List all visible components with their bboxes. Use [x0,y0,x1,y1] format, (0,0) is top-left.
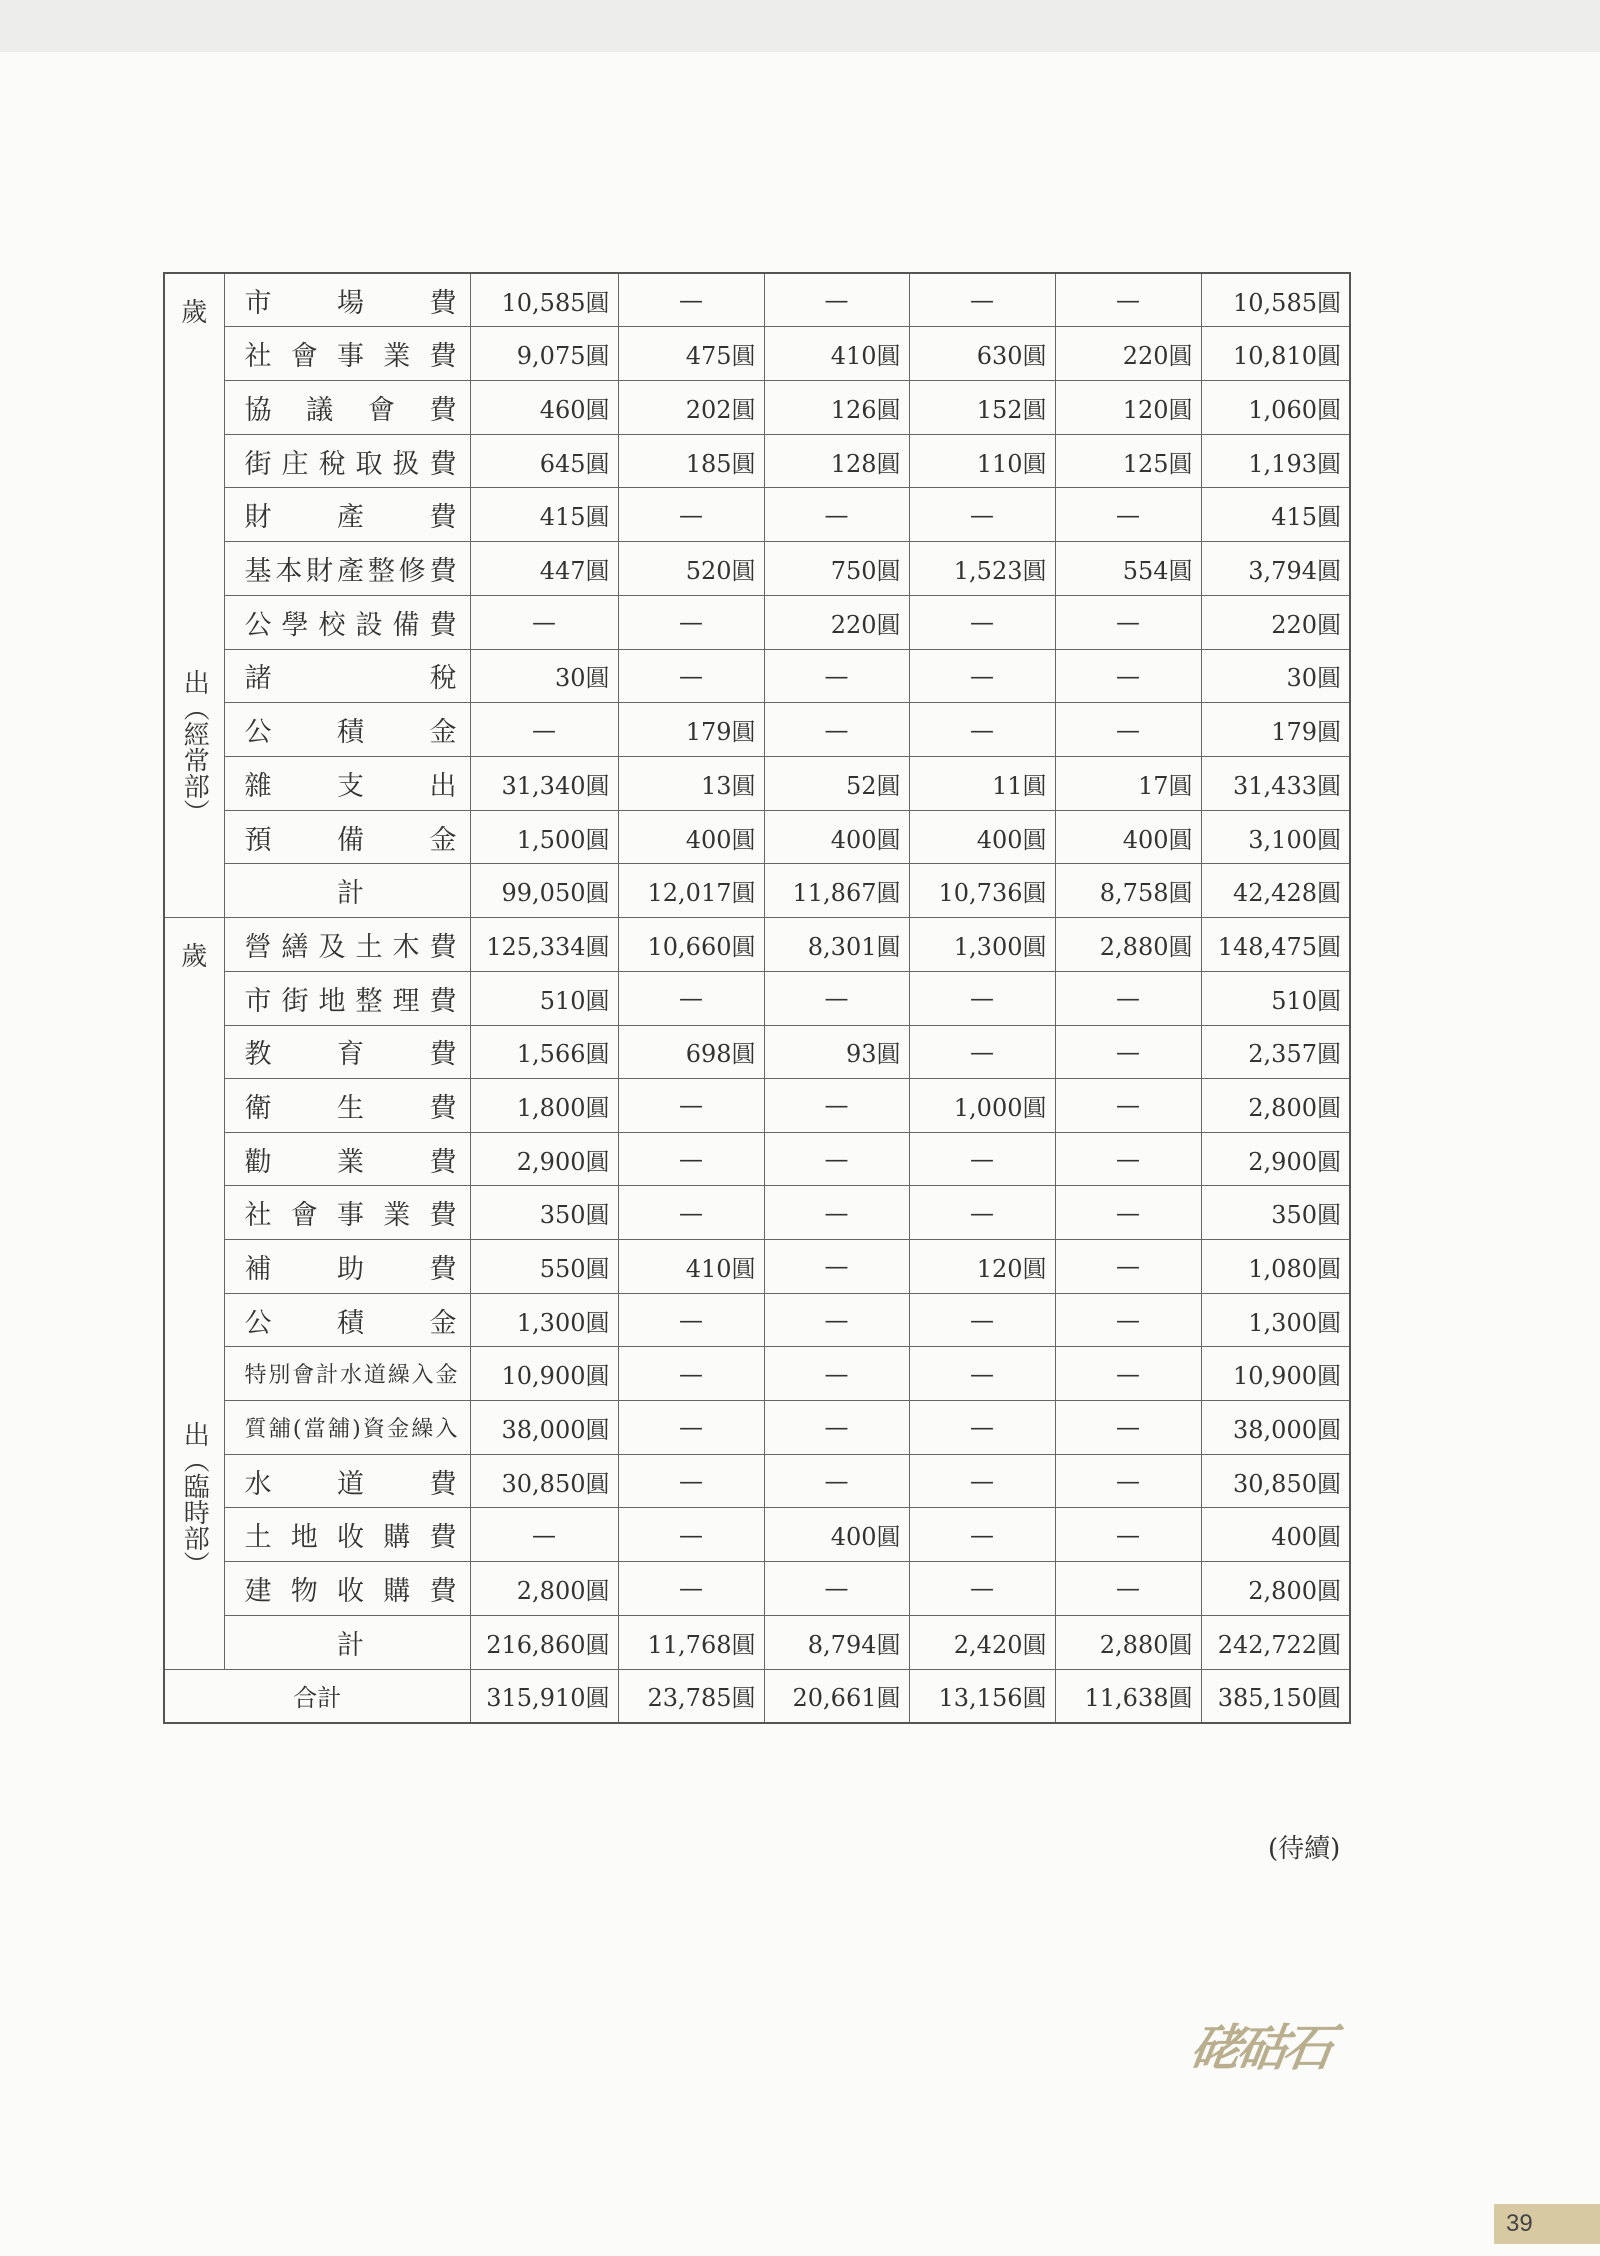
amount-cell: 400圓 [764,810,909,864]
amount-cell: 10,660圓 [618,918,764,972]
amount-cell: — [618,595,764,649]
amount-cell: 1,500圓 [470,810,618,864]
amount-cell: — [909,1401,1055,1455]
amount-cell: 2,900圓 [470,1132,618,1186]
budget-table [163,272,1351,1724]
amount-cell: — [1055,971,1201,1025]
item-name-cell [224,434,470,488]
item-name: 補 助 費 [244,1253,458,1285]
amount-cell: — [909,1454,1055,1508]
item-name-cell [224,1132,470,1186]
item-name-cell [224,1347,470,1401]
grand-total-amount: 315,910圓 [470,1669,618,1723]
amount-cell: — [618,1401,764,1455]
amount-cell: — [764,1293,909,1347]
table-row [164,595,1350,649]
item-name: 教 育 費 [244,1039,458,1071]
amount-cell: — [470,1508,618,1562]
amount-cell: 645圓 [470,434,618,488]
amount-cell: 99,050圓 [470,864,618,918]
table-row [164,434,1350,488]
amount-cell: 400圓 [618,810,764,864]
item-name-cell [224,703,470,757]
amount-cell: — [764,1347,909,1401]
amount-cell: 400圓 [1201,1508,1350,1562]
amount-cell: 11,867圓 [764,864,909,918]
amount-cell: 148,475圓 [1201,918,1350,972]
amount-cell: 3,794圓 [1201,542,1350,596]
amount-cell: 120圓 [1055,380,1201,434]
amount-cell: 350圓 [1201,1186,1350,1240]
amount-cell: — [764,1454,909,1508]
amount-cell: 11,768圓 [618,1615,764,1669]
amount-cell: — [764,1132,909,1186]
amount-cell: — [909,1508,1055,1562]
table-row [164,1508,1350,1562]
amount-cell: 1,523圓 [909,542,1055,596]
amount-cell: 10,900圓 [470,1347,618,1401]
item-name-cell [224,1293,470,1347]
table-row [164,1186,1350,1240]
amount-cell: 202圓 [618,380,764,434]
amount-cell: — [1055,1508,1201,1562]
amount-cell: 220圓 [1055,327,1201,381]
amount-cell: — [618,488,764,542]
amount-cell: — [470,703,618,757]
amount-cell: 8,758圓 [1055,864,1201,918]
amount-cell: 1,300圓 [470,1293,618,1347]
table-row [164,1454,1350,1508]
amount-cell: 698圓 [618,1025,764,1079]
amount-cell: — [1055,1562,1201,1616]
amount-cell: 510圓 [470,971,618,1025]
amount-cell: 400圓 [764,1508,909,1562]
amount-cell: 2,880圓 [1055,1615,1201,1669]
item-name-cell [224,1401,470,1455]
amount-cell: — [1055,703,1201,757]
amount-cell: — [618,1079,764,1133]
amount-cell: — [1055,1186,1201,1240]
amount-cell: — [1055,1454,1201,1508]
amount-cell: 125圓 [1055,434,1201,488]
amount-cell: 120圓 [909,1240,1055,1294]
amount-cell: — [1055,1025,1201,1079]
amount-cell: 220圓 [764,595,909,649]
brand-logo: 硓𥑮石 [1187,2018,1334,2077]
item-name-cell [224,327,470,381]
group-top-label: 歲 [181,942,208,973]
amount-cell: 10,810圓 [1201,327,1350,381]
table-row [164,703,1350,757]
amount-cell: 17圓 [1055,756,1201,810]
amount-cell: 510圓 [1201,971,1350,1025]
item-name: 協 議 會 費 [244,394,458,426]
amount-cell: 30圓 [1201,649,1350,703]
item-name: 公 積 金 [244,717,458,749]
amount-cell: — [1055,1401,1201,1455]
item-name: 營繕及土木費 [244,932,458,964]
amount-cell: — [618,273,764,327]
amount-cell: 1,566圓 [470,1025,618,1079]
amount-cell: 11圓 [909,756,1055,810]
amount-cell: — [618,1454,764,1508]
table-row [164,649,1350,703]
amount-cell: 8,794圓 [764,1615,909,1669]
amount-cell: — [1055,1293,1201,1347]
group-label-cell [164,273,224,918]
amount-cell: — [909,1347,1055,1401]
amount-cell: 126圓 [764,380,909,434]
item-name: 計 [337,1629,365,1661]
item-name: 勸 業 費 [244,1146,458,1178]
amount-cell: 13圓 [618,756,764,810]
amount-cell: — [764,649,909,703]
table-row [164,1132,1350,1186]
amount-cell: — [909,703,1055,757]
amount-cell: — [764,273,909,327]
grand-total-row [164,1669,1350,1723]
amount-cell: — [764,703,909,757]
item-name-cell [224,488,470,542]
amount-cell: 475圓 [618,327,764,381]
amount-cell: 52圓 [764,756,909,810]
amount-cell: — [764,1401,909,1455]
amount-cell: 3,100圓 [1201,810,1350,864]
amount-cell: — [618,1347,764,1401]
item-name-cell [224,1079,470,1133]
amount-cell: — [1055,595,1201,649]
amount-cell: — [618,971,764,1025]
grand-total-label: 合計 [164,1669,470,1723]
amount-cell: 520圓 [618,542,764,596]
amount-cell: 400圓 [1055,810,1201,864]
table-row [164,1401,1350,1455]
amount-cell: — [1055,1132,1201,1186]
item-name: 計 [337,878,365,910]
amount-cell: — [909,273,1055,327]
amount-cell: 179圓 [1201,703,1350,757]
amount-cell: 750圓 [764,542,909,596]
amount-cell: 185圓 [618,434,764,488]
item-name: 財 產 費 [244,502,458,534]
amount-cell: — [618,1508,764,1562]
amount-cell: — [1055,1240,1201,1294]
item-name-cell [224,1454,470,1508]
amount-cell: — [618,1186,764,1240]
amount-cell: 410圓 [764,327,909,381]
amount-cell: 179圓 [618,703,764,757]
amount-cell: — [909,595,1055,649]
amount-cell: 350圓 [470,1186,618,1240]
item-name: 衛 生 費 [244,1092,458,1124]
amount-cell: 1,060圓 [1201,380,1350,434]
amount-cell: — [909,1186,1055,1240]
grand-total-amount: 20,661圓 [764,1669,909,1723]
item-name: 市街地整理費 [244,985,458,1017]
item-name: 預 備 金 [244,824,458,856]
amount-cell: 415圓 [470,488,618,542]
to-be-continued-note: (待續) [1268,1834,1341,1864]
amount-cell: 2,800圓 [1201,1562,1350,1616]
item-name: 社會事業費 [244,341,458,373]
table-row [164,1347,1350,1401]
table-row [164,1079,1350,1133]
amount-cell: 550圓 [470,1240,618,1294]
amount-cell: 12,017圓 [618,864,764,918]
amount-cell: — [1055,1347,1201,1401]
amount-cell: — [1055,273,1201,327]
amount-cell: 38,000圓 [470,1401,618,1455]
group-top-label: 歲 [181,298,208,328]
amount-cell: — [618,1132,764,1186]
item-name: 社會事業費 [244,1200,458,1232]
amount-cell: 1,193圓 [1201,434,1350,488]
table-row [164,1240,1350,1294]
amount-cell: — [618,1562,764,1616]
item-name: 土地收購費 [244,1522,458,1554]
table-row [164,810,1350,864]
amount-cell: 2,357圓 [1201,1025,1350,1079]
item-name: 雜 支 出 [244,770,458,802]
amount-cell: — [470,595,618,649]
item-name-cell [224,971,470,1025]
page-number: 39 [1494,2204,1600,2244]
grand-total-amount: 13,156圓 [909,1669,1055,1723]
amount-cell: 410圓 [618,1240,764,1294]
amount-cell: 2,900圓 [1201,1132,1350,1186]
amount-cell: 460圓 [470,380,618,434]
amount-cell: — [1055,1079,1201,1133]
table-row [164,918,1350,972]
amount-cell: 30,850圓 [1201,1454,1350,1508]
amount-cell: 1,300圓 [909,918,1055,972]
item-name-cell [224,273,470,327]
amount-cell: — [909,1293,1055,1347]
table-row [164,1562,1350,1616]
amount-cell: 447圓 [470,542,618,596]
item-name: 水 道 費 [244,1468,458,1500]
amount-cell: 2,800圓 [470,1562,618,1616]
amount-cell: 242,722圓 [1201,1615,1350,1669]
amount-cell: 220圓 [1201,595,1350,649]
table-row [164,756,1350,810]
item-name-cell [224,542,470,596]
grand-total-amount: 11,638圓 [1055,1669,1201,1723]
amount-cell: 1,300圓 [1201,1293,1350,1347]
amount-cell: — [618,649,764,703]
group-bottom-label: 出（臨時部） [179,1420,210,1577]
amount-cell: 30,850圓 [470,1454,618,1508]
amount-cell: 2,420圓 [909,1615,1055,1669]
amount-cell: 31,340圓 [470,756,618,810]
item-name: 建物收購費 [244,1575,458,1607]
item-name-cell [224,595,470,649]
item-name: 質舖(當舖)資金繰入 [244,1416,458,1442]
amount-cell: 9,075圓 [470,327,618,381]
amount-cell: 415圓 [1201,488,1350,542]
item-name: 特別會計水道繰入金 [244,1363,458,1389]
amount-cell: 38,000圓 [1201,1401,1350,1455]
amount-cell: 400圓 [909,810,1055,864]
amount-cell: — [909,1132,1055,1186]
amount-cell: — [1055,649,1201,703]
item-name: 諸 稅 [244,663,458,695]
item-name-cell [224,649,470,703]
amount-cell: — [764,1186,909,1240]
amount-cell: 125,334圓 [470,918,618,972]
amount-cell: — [764,971,909,1025]
item-name: 市 場 費 [244,287,458,319]
amount-cell: 31,433圓 [1201,756,1350,810]
amount-cell: 1,080圓 [1201,1240,1350,1294]
group-label-cell [164,918,224,1669]
amount-cell: — [909,488,1055,542]
table-row [164,488,1350,542]
item-name: 基本財產整修費 [244,555,458,587]
table-row [164,273,1350,327]
amount-cell: 152圓 [909,380,1055,434]
item-name: 街庄稅取扱費 [244,448,458,480]
amount-cell: 216,860圓 [470,1615,618,1669]
group-bottom-label: 出（經常部） [179,669,210,826]
table-row [164,1293,1350,1347]
item-name-cell [224,1186,470,1240]
item-name-cell [224,864,470,918]
table-row [164,380,1350,434]
amount-cell: 93圓 [764,1025,909,1079]
item-name-cell [224,380,470,434]
amount-cell: — [764,488,909,542]
table-row [164,1025,1350,1079]
amount-cell: 128圓 [764,434,909,488]
item-name-cell [224,756,470,810]
item-name: 公學校設備費 [244,609,458,641]
table-row [164,971,1350,1025]
amount-cell: — [909,649,1055,703]
amount-cell: — [764,1079,909,1133]
amount-cell: 10,585圓 [1201,273,1350,327]
amount-cell: — [618,1293,764,1347]
amount-cell: 1,000圓 [909,1079,1055,1133]
amount-cell: 10,900圓 [1201,1347,1350,1401]
table-row [164,864,1350,918]
grand-total-amount: 385,150圓 [1201,1669,1350,1723]
table-body [164,273,1350,1723]
amount-cell: 630圓 [909,327,1055,381]
item-name-cell [224,1025,470,1079]
grand-total-amount: 23,785圓 [618,1669,764,1723]
amount-cell: — [764,1562,909,1616]
item-name-cell [224,810,470,864]
amount-cell: 42,428圓 [1201,864,1350,918]
item-name-cell [224,1240,470,1294]
amount-cell: 30圓 [470,649,618,703]
scan-top-band [0,0,1600,52]
amount-cell: 2,800圓 [1201,1079,1350,1133]
amount-cell: — [764,1240,909,1294]
amount-cell: 2,880圓 [1055,918,1201,972]
table-row [164,327,1350,381]
item-name-cell [224,1615,470,1669]
amount-cell: 10,585圓 [470,273,618,327]
table-row [164,1615,1350,1669]
amount-cell: — [1055,488,1201,542]
amount-cell: — [909,1562,1055,1616]
item-name: 公 積 金 [244,1307,458,1339]
item-name-cell [224,1562,470,1616]
amount-cell: 1,800圓 [470,1079,618,1133]
amount-cell: — [909,971,1055,1025]
amount-cell: 554圓 [1055,542,1201,596]
amount-cell: 8,301圓 [764,918,909,972]
item-name-cell [224,1508,470,1562]
item-name-cell [224,918,470,972]
amount-cell: — [909,1025,1055,1079]
amount-cell: 10,736圓 [909,864,1055,918]
amount-cell: 110圓 [909,434,1055,488]
table-row [164,542,1350,596]
